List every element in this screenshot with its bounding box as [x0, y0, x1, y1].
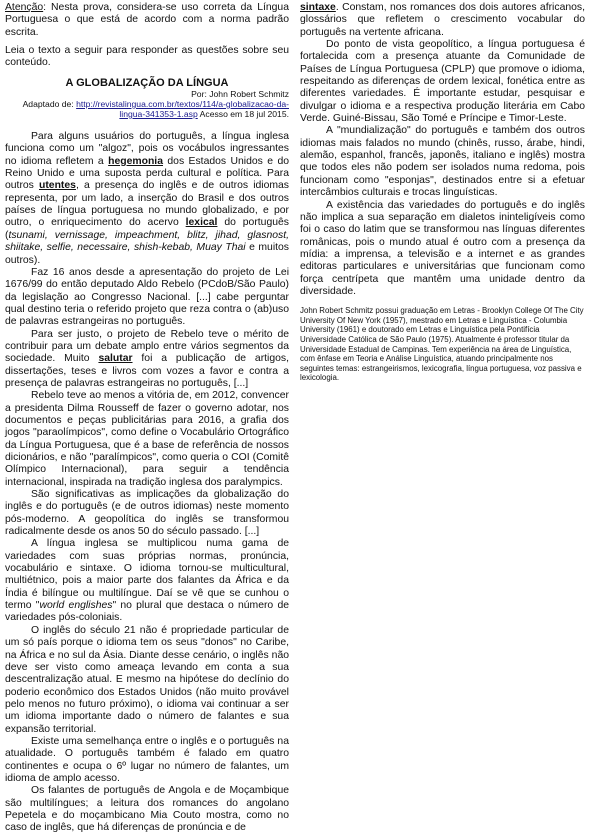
paragraph-2: Faz 16 anos desde a apresentação do projeto de Lei 1676/99 do então deputado Aldo Rebelo (PCdoB/São Paulo) da legislação ao Congresso Nacional. [...] cabe perguntar qual destino teria o referido projeto que reza contra o (ab)uso de palavras estrangeiras no português. [5, 266, 289, 328]
paragraph-8: Existe uma semelhança entre o inglês e o português na atualidade. O português também é falado em quatro continentes e ocupa o 6º lugar no número de falantes, um idioma de amplo acesso. [5, 735, 289, 784]
term-world-englishes: world englishes [39, 600, 113, 612]
right-column [300, 2, 585, 383]
paragraph-1: Para alguns usuários do português, a língua inglesa funciona como um "algoz", pois os vocábulos ingressantes no idioma refletem a hegemonia dos Estados Unidos e do Reino Unido e uma suposta perda cultural e política. Para outros utentes, a presença do inglês e de outros idiomas representa, por um lado, a inserção do Brasil e dos outros países de língua portuguesa no mundo globalizado, e por outro, o enriquecimento do acervo lexical do português (tsunami, vernissage, impeachment, blitz, jihad, glasnost, shiitake, selfie, necessaire, shish-kebab, Muay Thai e muitos outros). [5, 131, 290, 266]
loanword-list: tsunami, vernissage, impeachment, blitz, jihad, glasnost, shiitake, selfie, necessaire, shish-kebab, Muay Thai [5, 229, 289, 254]
keyword-hegemonia: hegemonia [108, 155, 163, 167]
paragraph-4: Rebelo teve ao menos a vitória de, em 2012, convencer a presidenta Dilma Rousseff de fazer o governo adotar, nos documentos e peças publicitárias para 2016, a grafia dos jogos "paraolímpicos", como define o Vocabulário Ortográfico da Língua Portuguesa, que é a base de referência de nossos dicionários, e não "paralímpicos", como queria o COI (Comitê Olímpico Internacional), para seguir a tendência internacional, inspirada na tradição inglesa dos paralympics. [5, 390, 289, 488]
paragraph-7: O inglês do século 21 não é propriedade particular de um só país porque o idioma tem os seus "donos" no Caribe, na África e no sul da Ásia. Diante desse cenário, o inglês não deve ser visto como ameaça levando em conta a sua descentralização atual. E mesmo na hipótese do declínio do poderio econômico dos Estados Unidos (não muito provável pelo menos no futuro próximo), o idioma vai continuar a ser um idioma importante dado o número de falantes e sua expansão territorial. [5, 624, 289, 735]
keyword-sintaxe: sintaxe [300, 2, 336, 13]
paragraph-9-start: Os falantes de português de Angola e de Moçambique são multilíngues; a leitura dos romances do angolano Pepetela e do moçambicano Mia Couto mostra, como no caso de inglês, que há diferenças de pronúncia e de [5, 785, 289, 834]
article-source: Adaptado de: http://revistalingua.com.br/textos/114/a-globalizacao-da-lingua-341353-1.asp Acesso em 18 jul 2015. [22, 99, 289, 120]
paragraph-9-end: sintaxe. Constam, nos romances dos dois autores africanos, glossários que refletem o crescimento vocabular do português na vertente africana. [300, 2, 585, 38]
paragraph-10: Do ponto de vista geopolítico, a língua portuguesa é fortalecida com a presença atuante da Comunidade de Países de Língua Portuguesa (CPLP) que promove o idioma, respeitando as diferenças de ordem lexical, fonética entre as diferentes variedades. É importante estudar, pesquisar e divulgar o idioma e a respectiva produção literária em Cabo Verde. Guiné-Bissau, São Tomé e Príncipe e Timor-Leste. [300, 39, 585, 125]
attention-note [5, 2, 289, 39]
paragraph-11: A "mundialização" do português e também dos outros idiomas mais falados no mundo (chinês, russo, árabe, hindi, alemão, espanhol, francês, japonês, italiano e inglês) mostra que todos eles não podem ser isolados numa redoma, pois funcionam como "esponjas", destinados entre si a efetuar intercâmbios culturais e trocas linguísticas. [300, 125, 585, 199]
keyword-lexical: lexical [185, 217, 218, 229]
paragraph-6: A língua inglesa se multiplicou numa gama de variedades com suas próprias normas, pronúncia, vocabulário e sintaxe. O idioma tornou-se multicultural, multiétnico, pois a maior parte dos falantes da África e da Índia é bilíngue ou multilíngue. Daí se vê que se cunhou o termo "world englishes" no plural que destaca o número de variedades pós-coloniais. [5, 538, 289, 624]
instruction: Leia o texto a seguir para responder as questões sobre seu conteúdo. [5, 45, 289, 69]
article-title: A GLOBALIZAÇÃO DA LÍNGUA [65, 76, 229, 89]
keyword-utentes: utentes [39, 180, 76, 192]
source-link[interactable]: http://revistalingua.com.br/textos/114/a-globalizacao-da-lingua-341353-1.asp [76, 99, 289, 120]
article-author: Por: John Robert Schmitz [191, 89, 289, 100]
attention-label: Atenção [5, 2, 44, 13]
left-column [5, 2, 289, 835]
paragraph-3: Para ser justo, o projeto de Rebelo teve o mérito de contribuir para um debate amplo entre vários segmentos da sociedade. Muito salutar foi a publicação de artigos, dissertações, teses e livros com vozes a favor e contra a presença de palavras estrangeiras no português, [...] [5, 328, 289, 389]
paragraph-12: A existência das variedades do português e do inglês não implica a sua separação em dialetos ininteligíveis como foi o caso do latim que se transformou nas línguas diferentes românicas, pois o mundo atual é outro com a presença da mídia: a imprensa, a televisão e a internet e as grandes editoras particulares e universitárias que funcionam como força centrípeta que mantêm uma unidade dentro da diversidade. [300, 199, 585, 297]
keyword-salutar: salutar [98, 353, 133, 365]
paragraph-5: São significativas as implicações da globalização do inglês e do português (e de outros idiomas) neste momento pós-moderno. A geopolítica do inglês se transformou radicalmente desde os anos 50 do século passado. [...] [5, 489, 289, 538]
attention-text: : Nesta prova, considera-se uso correta da Língua Portuguesa o que está de acordo com a norma padrão escrita. [5, 2, 289, 38]
author-bio: John Robert Schmitz possui graduação em Letras - Brooklyn College Of The City University Of New York (1957), mestrado em Letras e Linguística - Columbia University (1961) e doutorado em Letras e Linguística pela Pontifícia Universidade Católica de São Paulo (1975). Atualmente é professor titular da Universidade Estadual de Campinas. Tem experiência na área de Linguística, com ênfase em Teoria e Análise Linguística, atuando principalmente nos seguintes temas: estrangeirismos, lexicografia, língua portuguesa, voz passiva e lexicologia. [300, 306, 584, 383]
